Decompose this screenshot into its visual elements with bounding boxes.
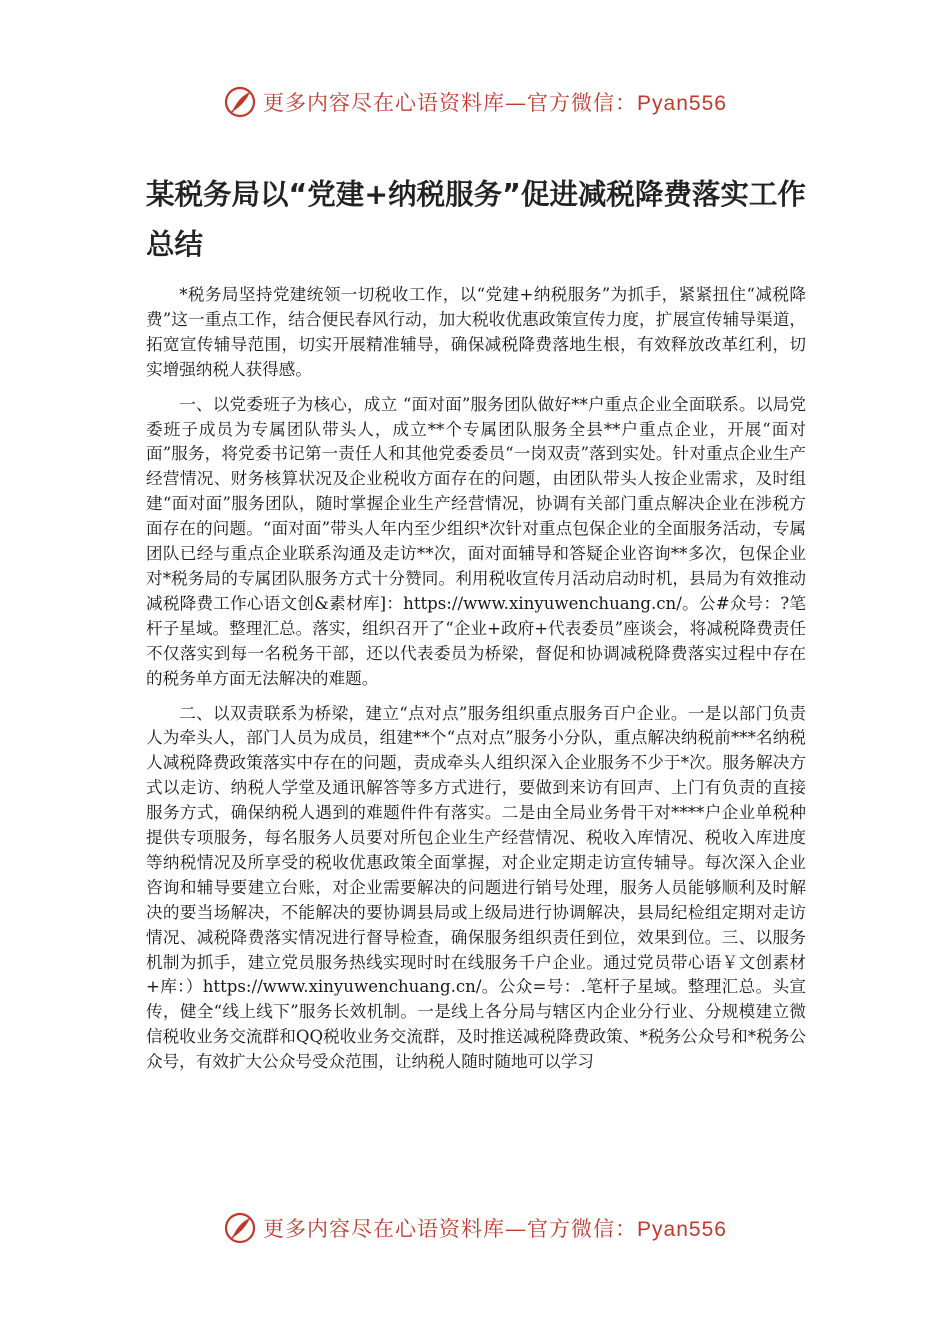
document-title: 某税务局以“党建+纳税服务”促进减税降费落实工作总结: [146, 178, 806, 261]
footer-banner: [0, 1208, 950, 1248]
paragraph-intro: *税务局坚持党建统领一切税收工作，以“党建+纳税服务”为抓手，紧紧扭住“减税降费”这一重点工作，结合便民春风行动，加大税收优惠政策宣传力度，扩展宣传辅导渠道，拓宽宣传辅导范围，切实开展精准辅导，确保减税降费落地生根，有效释放改革红利，切实增强纳税人获得感。: [146, 285, 806, 379]
paragraph-section-2: 二、以双责联系为桥梁，建立“点对点”服务组织重点服务百户企业。一是以部门负责人为牵头人，部门人员为成员，组建**个“点对点”服务小分队，重点解决纳税前***名纳税人减税降费政策落实中存在的问题，责成牵头人组织深入企业服务不少于*次。服务解决方式以走访、纳税人学堂及通讯解答等多方式进行，要做到来访有回声、上门有负责的直接服务方式，确保纳税人遇到的难题件件有落实。二是由全局业务骨干对****户企业单税种提供专项服务，每名服务人员要对所包企业生产经营情况、税收入库情况、税收入库进度等纳税情况及所享受的税收优惠政策全面掌握，对企业定期走访宣传辅导。每次深入企业咨询和辅导要建立台账，对企业需要解决的问题进行销号处理，服务人员能够顺利及时解决的要当场解决，不能解决的要协调县局或上级局进行协调解决，县局纪检组定期对走访情况、减税降费落实情况进行督导检查，确保服务组织责任到位，效果到位。三、以服务机制为抓手，建立党员服务热线实现时时在线服务千户企业。通过党员带心语￥文创素材+库：）https://www.xinyuwenchuang.cn/。公众=号：.笔杆子星域。整理汇总。头宣传，健全“线上线下”服务长效机制。一是线上各分局与辖区内企业分行业、分规模建立微信税收业务交流群和QQ税收业务交流群，及时推送减税降费政策、*税务公众号和*税务公众号，有效扩大公众号受众范围，让纳税人随时随地可以学习: [146, 703, 806, 1072]
header-banner: [0, 82, 950, 122]
document-body: [146, 283, 806, 1085]
feather-pen-logo-icon: [223, 85, 257, 119]
paragraph-section-1: 一、以党委班子为核心，成立 “面对面”服务团队做好**户重点企业全面联系。以局党委班子成员为专属团队带头人，成立**个专属团队服务全县**户重点企业，开展“面对面”服务，将党委书记第一责任人和其他党委委员“一岗双责”落到实处。针对重点企业生产经营情况、财务核算状况及企业税收方面存在的问题，由团队带头人按企业需求，及时组建“面对面”服务团队，随时掌握企业生产经营情况，协调有关部门重点解决企业在涉税方面存在的问题。“面对面”带头人年内至少组织*次针对重点包保企业的全面服务活动，专属团队已经与重点企业联系沟通及走访**次，面对面辅导和答疑企业咨询**多次，包保企业对*税务局的专属团队服务方式十分赞同。利用税收宣传月活动启动时机，县局为有效推动减税降费工作心语文创&素材库]：https://www.xinyuwenchuang.cn/。公#众号：?笔杆子星域。整理汇总。落实，组织召开了“企业+政府+代表委员”座谈会，将减税降费责任不仅落实到每一名税务干部，还以代表委员为桥梁，督促和协调减税降费落实过程中存在的税务单方面无法解决的难题。: [146, 394, 806, 688]
banner-text: 更多内容尽在心语资料库—官方微信：Pyan556: [263, 1217, 727, 1241]
feather-pen-logo-icon: [223, 1211, 257, 1245]
banner-text: 更多内容尽在心语资料库—官方微信：Pyan556: [263, 91, 727, 115]
